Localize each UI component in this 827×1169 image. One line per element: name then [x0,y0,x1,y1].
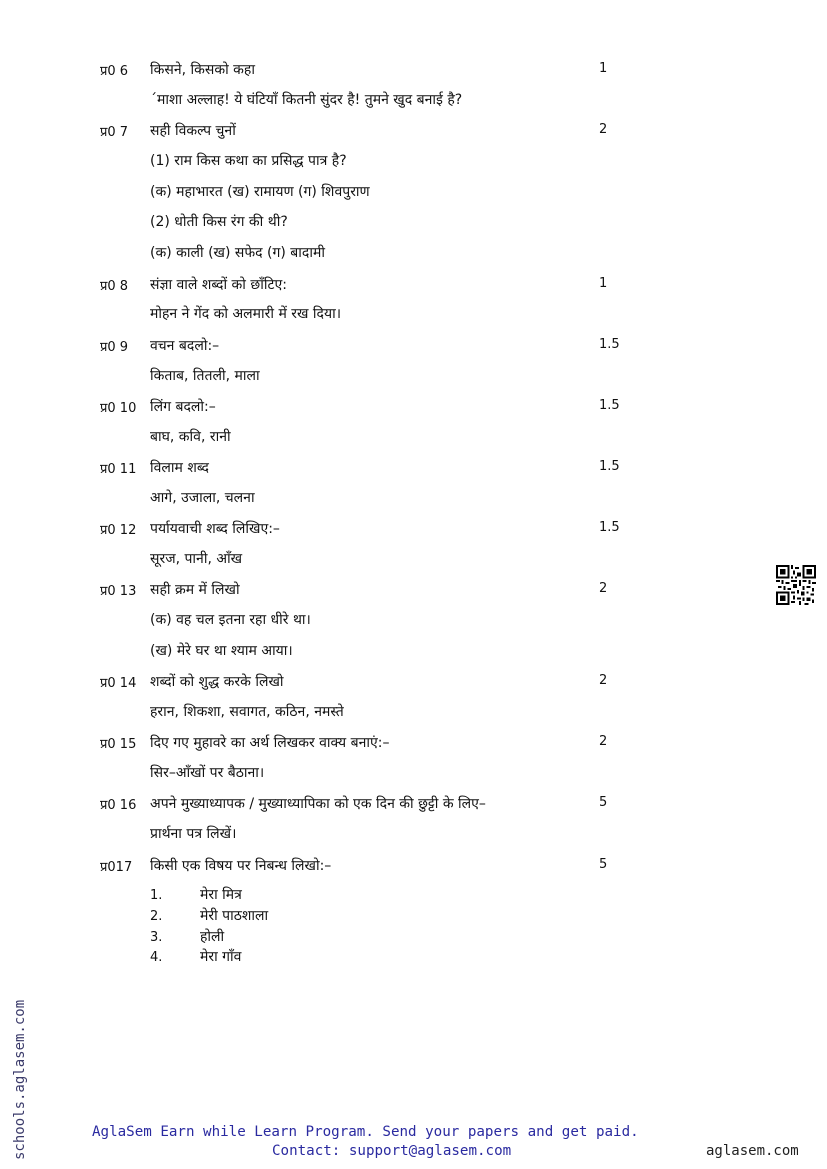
q9-words: किताब, तितली, माला [150,368,260,384]
q7-part-1: (1) राम किस कथा का प्रसिद्ध पात्र है? [150,153,347,169]
list-item-number: 4. [150,950,163,965]
list-item: मेरी पाठशाला [200,908,269,924]
question-marks: 1.5 [599,459,620,474]
q7-options-1: (क) महाभारत (ख) रामायण (ग) शिवपुराण [150,184,370,200]
footer-site-name: aglasem.com [706,1143,799,1159]
question-text: किसी एक विषय पर निबन्ध लिखो:– [150,858,332,874]
question-text: पर्यायवाची शब्द लिखिए:– [150,521,280,537]
q16-continuation: प्रार्थना पत्र लिखें। [150,826,237,842]
list-item-number: 3. [150,930,163,945]
question-marks: 1.5 [599,398,620,413]
question-number: प्र0 12 [100,523,137,538]
question-6 [0,58,827,82]
list-item-number: 2. [150,909,163,924]
question-text: अपने मुख्याध्यापक / मुख्याध्यापिका को एक दिन की छुट्टी के लिए– [150,796,486,812]
question-17 [0,854,827,878]
q8-sentence: मोहन ने गेंद को अलमारी में रख दिया। [150,306,342,322]
question-marks: 2 [599,734,608,749]
question-10 [0,395,827,419]
question-number: प्र0 7 [100,125,129,140]
q13-sentence-b: (ख) मेरे घर था श्याम आया। [150,643,293,659]
q6-quote: ´माशा अल्लाह! ये घंटियाँ कितनी सुंदर है! तुमने खुद बनाई है? [150,92,463,108]
question-number: प्र0 15 [100,737,137,752]
question-marks: 1.5 [599,520,620,535]
question-text: संज्ञा वाले शब्दों को छाँटिए: [150,277,287,293]
q7-part-2: (2) धोती किस रंग की थी? [150,214,288,230]
question-number: प्र0 16 [100,798,137,813]
question-9 [0,334,827,358]
list-item: होली [200,929,225,945]
qr-code-icon [776,565,816,605]
question-7 [0,119,827,143]
question-text: सही क्रम में लिखो [150,582,240,598]
list-item-number: 1. [150,888,163,903]
question-number: प्र0 13 [100,584,137,599]
question-13 [0,578,827,602]
question-marks: 2 [599,122,608,137]
question-text: सही विकल्प चुनों [150,123,236,139]
q10-words: बाघ, कवि, रानी [150,429,231,445]
question-8 [0,273,827,297]
question-text: लिंग बदलो:– [150,399,216,415]
question-number: प्र0 10 [100,401,137,416]
question-text: वचन बदलो:– [150,338,220,354]
list-item: मेरा गाँव [200,949,242,965]
question-marks: 1.5 [599,337,620,352]
question-number: प्र0 6 [100,64,129,79]
question-number: प्र0 14 [100,676,137,691]
question-marks: 2 [599,673,608,688]
q12-words: सूरज, पानी, आँख [150,551,243,567]
side-watermark: schools.aglasem.com [12,999,28,1160]
question-text: किसने, किसको कहा [150,62,255,78]
question-marks: 5 [599,857,608,872]
question-text: शब्दों को शुद्ध करके लिखो [150,674,284,690]
footer-promo-line: AglaSem Earn while Learn Program. Send your papers and get paid. [92,1124,639,1140]
question-text: दिए गए मुहावरे का अर्थ लिखकर वाक्य बनाएं:– [150,735,390,751]
question-16 [0,792,827,816]
question-number: प्र0 9 [100,340,129,355]
q14-words: हरान, शिकशा, सवागत, कठिन, नमस्ते [150,704,344,720]
question-marks: 2 [599,581,608,596]
question-14 [0,670,827,694]
question-marks: 5 [599,795,608,810]
question-number: प्र017 [100,860,133,875]
question-12 [0,517,827,541]
question-15 [0,731,827,755]
question-marks: 1 [599,276,608,291]
list-item: मेरा मित्र [200,887,242,903]
question-11 [0,456,827,480]
question-text: विलाम शब्द [150,460,209,476]
question-marks: 1 [599,61,608,76]
q15-idiom: सिर–आँखों पर बैठाना। [150,765,265,781]
q7-options-2: (क) काली (ख) सफेद (ग) बादामी [150,245,325,261]
q13-sentence-a: (क) वह चल इतना रहा धीरे था। [150,612,311,628]
q11-words: आगे, उजाला, चलना [150,490,255,506]
footer-contact-line: Contact: support@aglasem.com [272,1143,512,1159]
question-number: प्र0 11 [100,462,137,477]
question-number: प्र0 8 [100,279,129,294]
